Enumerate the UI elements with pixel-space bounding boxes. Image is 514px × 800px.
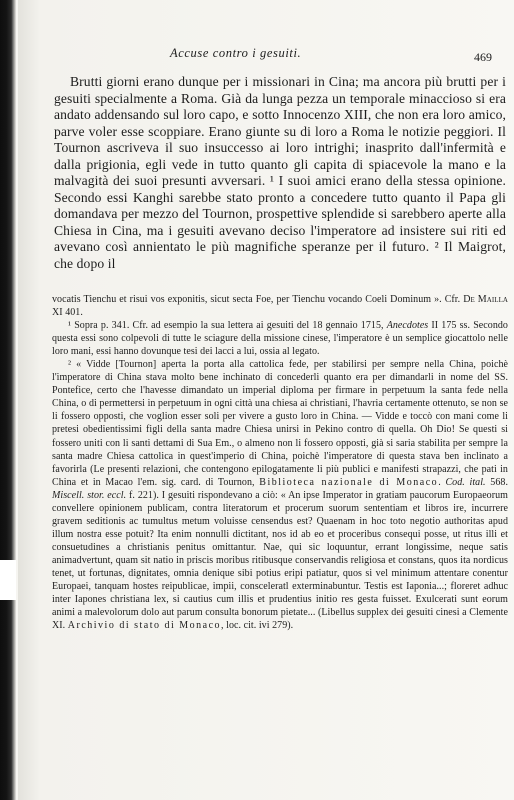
footnote-spaced: Biblioteca nazionale di Monaco bbox=[259, 476, 439, 488]
footnote-italic: Cod. ital. bbox=[445, 476, 486, 488]
footnote-text: vocatis Tienchu et risui vos exponitis, sicut secta Foe, per Tienchu vocando Coeli Dominum ». Cfr. bbox=[52, 294, 464, 305]
footnote-italic: Miscell. stor. eccl. bbox=[52, 489, 127, 501]
author-name: De Mailla bbox=[463, 294, 508, 305]
page-number: 469 bbox=[474, 50, 492, 64]
page-header bbox=[110, 42, 494, 66]
footnote-text: . bbox=[438, 476, 446, 488]
main-text bbox=[54, 74, 506, 272]
footnote-text: ² « Vidde [Tournon] aperta la porta alla cattolica fede, per stabilirsi per sempre nella China, poichè l'imperatore di China stava molto bene inchinato di concederli quanto era per dimandarli in nome del SS. Pontefice, certo che l'havesse dimandato un imperial diploma per firmare in perpetuum la santa fede nella China, o di permettersi in perpetuum in ogni città una chiesa ai christiani, l'havria certamente ottenuto, se non se li fossero opposti, che voglion esser soli per vivere a gusto loro in China. — Vidde e toccò con mani come li pretesi obedientissimi figli della santa madre Chiesa unirsi in Pekino contro di quella. Oh Dio! Se questi si fossero uniti con li santi dettami di Sua Em., o almeno non li fossero opposti, già si saria stabilita per sempre la santa madre Chiesa cattolica in quest'imperio di China, poichè l'imperatore di questa stava ben inclinato a favorirla (Le presenti relazioni, che contengono epilogatamente li più publici e manifesti strapazzi, che pati in China et in Macao l'em. sig. card. di Tournon, bbox=[52, 359, 508, 488]
binding-gap bbox=[0, 560, 16, 600]
page bbox=[18, 0, 514, 800]
footnote-text: , loc. cit. ivi 279). bbox=[221, 620, 294, 632]
footnote-continuation bbox=[52, 293, 508, 319]
footnote-1 bbox=[52, 319, 508, 358]
footnote-text: 568. bbox=[485, 476, 508, 488]
footnote-text: XI 401. bbox=[52, 307, 83, 319]
footnote-text: f. 221). I gesuiti rispondevano a ciò: « An ipse Imperator in gratiam paucorum Europaeorum convellere opinionem publicam, contra literatorum et procerum suorum sententiam et libros ire, incurrere gravem seditionis ac tumultus metum voluisse censendus est? Quaenam in hoc toto negotio authoritas apud illum nostra esse potuit? Ita enim nonnulli dictitant, nos id ab eo et proceribus consequi posse, ut ritus illi et consuetudines a christianis penitus omittantur. Nae, qui sic loquuntur, errant longissime, neque satis animadvertunt, quam sit natio in priscis moribus ritibusque conservandis religiosa et constans, quos ita nordicus tenet, ut fortunas, dignitates, omnia denique sibi potius eripi patiatur, quos si vel minimum attentare conentur Europaei, tanquam hostes reipublicae, impii, consceleratl exterminabuntur. Testis est Iaponia...; floreret adhuc inter Iapones christiana lex, si cautius cum illis et prudentius initio res gesta fuisset. Exulcerati sunt eorum animi a malevolorum dolo aut parum consulta bonorum pietate... (Libellus supplex dei gesuiti cinesi a Clemente XI. bbox=[52, 489, 508, 632]
footnote-italic: Anecdotes bbox=[386, 320, 429, 332]
footnotes bbox=[52, 293, 508, 632]
running-title: Accuse contro i gesuiti. bbox=[170, 46, 302, 60]
footnote-spaced: Archivio di stato di Monaco bbox=[67, 620, 222, 632]
binding-shadow bbox=[0, 0, 16, 800]
main-paragraph: Brutti giorni erano dunque per i missionari in Cina; ma ancora più brutti per i gesuiti specialmente a Roma. Già da lunga pezza un temporale minaccioso si era andato addensando sul loro capo, e sotto Innocenzo XIII, che non era loro amico, parve voler esse scoppiare. Erano giunte su di loro a Roma le notizie peggiori. Il Tournon ascriveva il suo insuccesso ai loro intrighi; inasprito dall'infermità e dalla prigionia, egli vede in tutto quanto gli capita di spiacevole la mano e la malvagità dei suoi presunti avversari. ¹ I suoi amici erano della stessa opinione. Secondo essi Kanghi sarebbe stato pronto a concedere tutto quanto il Papa gli domandava per mezzo del Tournon, prospettive splendide si sarebbero aperte alla Chiesa in Cina, ma i gesuiti avevano deciso l'imperatore ad insistere sui riti ed avevano così annientato le più magnifiche speranze per il futuro. ² Il Maigrot, che dopo il bbox=[54, 74, 506, 271]
footnote-text: ¹ Sopra p. 341. Cfr. ad esempio la sua lettera ai gesuiti del 18 gennaio 1715, bbox=[68, 320, 387, 332]
footnote-2 bbox=[52, 358, 508, 632]
footnote-text: II 175 ss. Secondo questa essi sono colpevoli di tutte le sciagure della missione cinese, l'imperatore è un semplice giocattolo nelle loro mani, essi hanno dovunque tesi dei lacci a lui, ossia al legato. bbox=[52, 320, 508, 358]
